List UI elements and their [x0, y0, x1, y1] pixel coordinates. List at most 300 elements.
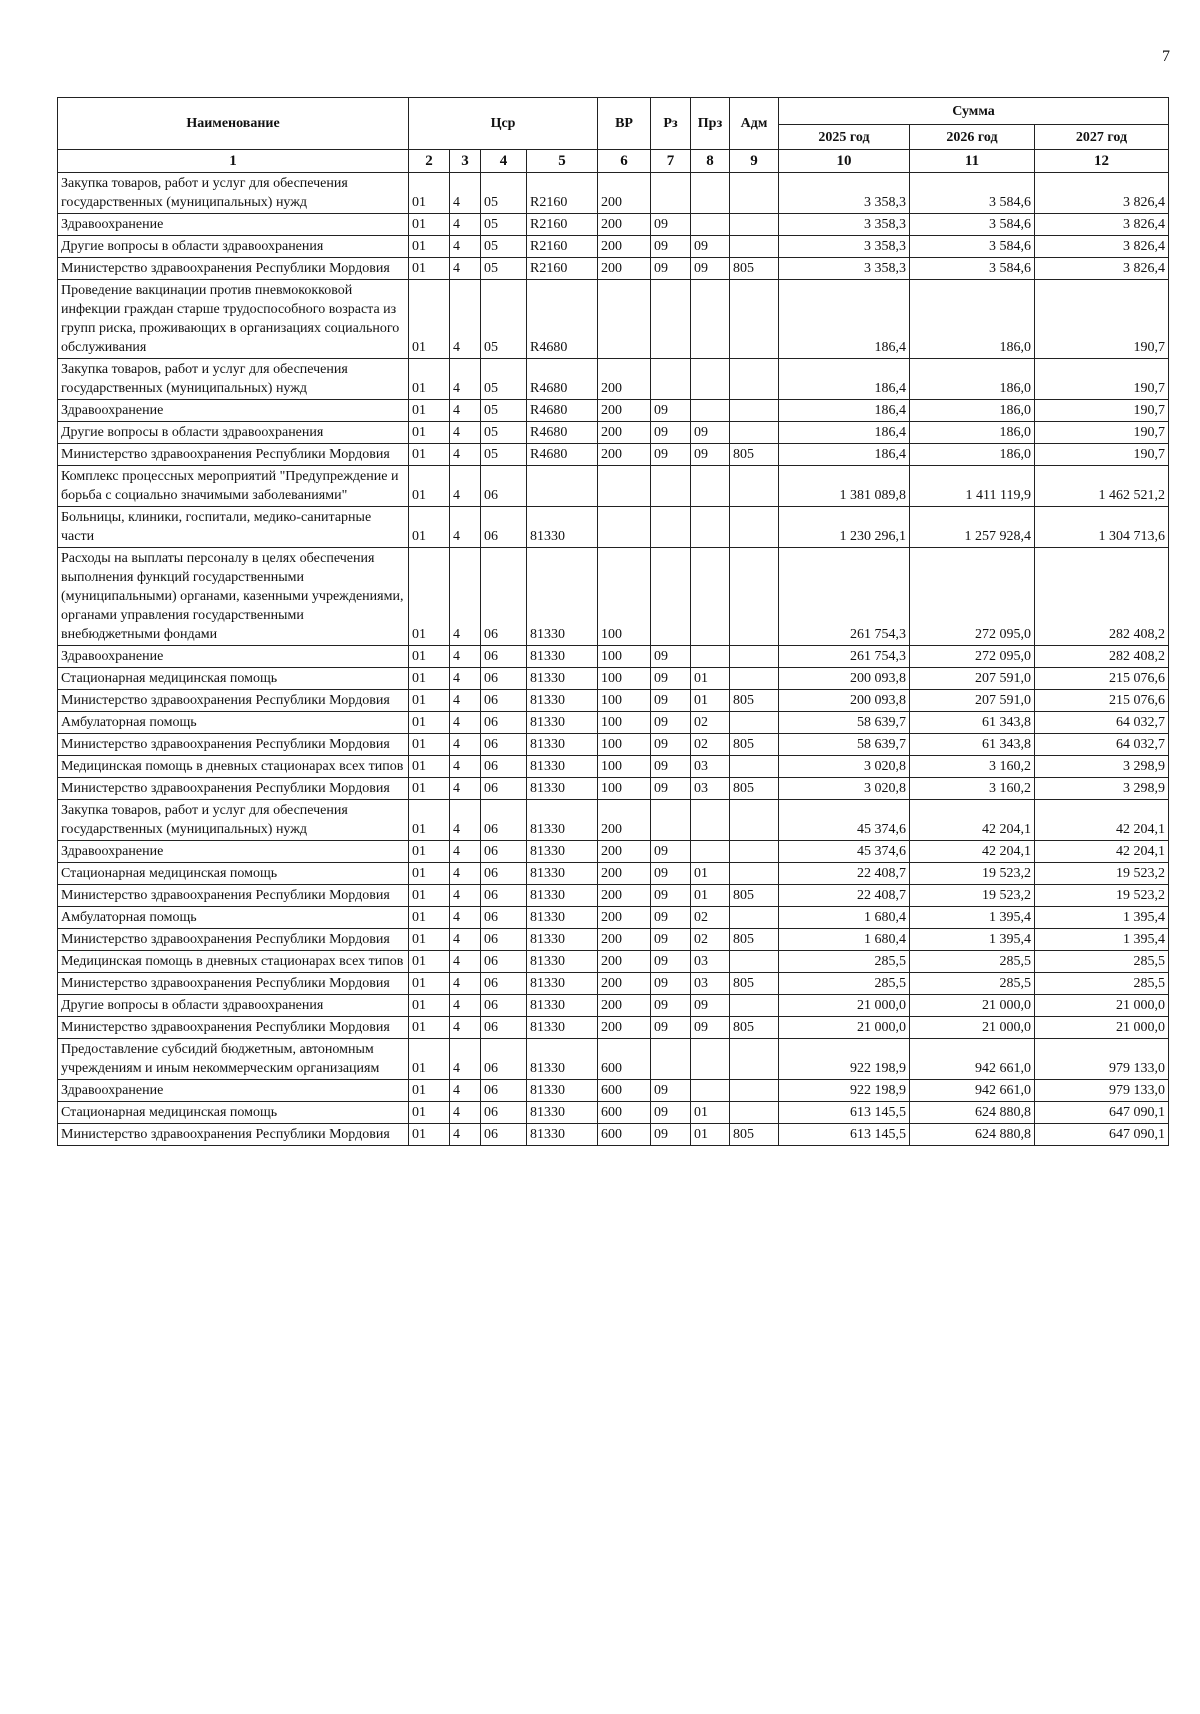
- code-col3: 4: [450, 1124, 481, 1146]
- column-number: 11: [910, 150, 1035, 173]
- amount-2026: 3 584,6: [910, 258, 1035, 280]
- row-name: Другие вопросы в области здравоохранения: [58, 236, 409, 258]
- amount-2027: 21 000,0: [1035, 1017, 1169, 1039]
- amount-2025: 285,5: [779, 973, 910, 995]
- prz-code: 01: [691, 863, 730, 885]
- code-col4: 05: [481, 214, 527, 236]
- amount-2026: 942 661,0: [910, 1080, 1035, 1102]
- amount-2027: 190,7: [1035, 359, 1169, 400]
- amount-2025: 261 754,3: [779, 548, 910, 646]
- table-row: [58, 422, 1169, 444]
- code-col4: 06: [481, 668, 527, 690]
- code-col5: 81330: [527, 973, 598, 995]
- vr-code: 200: [598, 214, 651, 236]
- table-row: [58, 400, 1169, 422]
- amount-2026: 3 160,2: [910, 756, 1035, 778]
- prz-code: [691, 466, 730, 507]
- table-row: [58, 973, 1169, 995]
- table-row: [58, 1039, 1169, 1080]
- amount-2025: 1 230 296,1: [779, 507, 910, 548]
- adm-code: [730, 668, 779, 690]
- code-col5: 81330: [527, 1017, 598, 1039]
- vr-code: 200: [598, 885, 651, 907]
- code-col2: 01: [409, 885, 450, 907]
- table-row: [58, 800, 1169, 841]
- vr-code: 200: [598, 995, 651, 1017]
- row-name: Министерство здравоохранения Республики Мордовия: [58, 929, 409, 951]
- code-col3: 4: [450, 173, 481, 214]
- rz-code: 09: [651, 258, 691, 280]
- adm-code: [730, 863, 779, 885]
- code-col2: 01: [409, 1080, 450, 1102]
- amount-2026: 61 343,8: [910, 734, 1035, 756]
- prz-code: 02: [691, 734, 730, 756]
- code-col2: 01: [409, 400, 450, 422]
- prz-code: 03: [691, 973, 730, 995]
- adm-code: [730, 646, 779, 668]
- header-adm: Адм: [730, 98, 779, 150]
- code-col2: 01: [409, 444, 450, 466]
- code-col2: 01: [409, 995, 450, 1017]
- rz-code: 09: [651, 756, 691, 778]
- prz-code: [691, 841, 730, 863]
- amount-2025: 186,4: [779, 359, 910, 400]
- amount-2027: 64 032,7: [1035, 734, 1169, 756]
- row-name: Министерство здравоохранения Республики Мордовия: [58, 885, 409, 907]
- prz-code: [691, 359, 730, 400]
- table-row: [58, 173, 1169, 214]
- code-col4: 05: [481, 173, 527, 214]
- header-vr: ВР: [598, 98, 651, 150]
- table-body: [58, 173, 1169, 1146]
- table-row: [58, 646, 1169, 668]
- row-name: Стационарная медицинская помощь: [58, 668, 409, 690]
- amount-2026: 272 095,0: [910, 548, 1035, 646]
- adm-code: [730, 841, 779, 863]
- adm-code: 805: [730, 1017, 779, 1039]
- amount-2026: 624 880,8: [910, 1124, 1035, 1146]
- code-col5: 81330: [527, 929, 598, 951]
- column-number: 12: [1035, 150, 1169, 173]
- row-name: Здравоохранение: [58, 841, 409, 863]
- code-col4: 06: [481, 885, 527, 907]
- code-col4: 06: [481, 800, 527, 841]
- prz-code: 01: [691, 885, 730, 907]
- code-col3: 4: [450, 280, 481, 359]
- amount-2025: 200 093,8: [779, 690, 910, 712]
- code-col4: 05: [481, 422, 527, 444]
- code-col4: 06: [481, 1124, 527, 1146]
- rz-code: 09: [651, 712, 691, 734]
- code-col5: R2160: [527, 236, 598, 258]
- adm-code: 805: [730, 734, 779, 756]
- amount-2025: 3 358,3: [779, 258, 910, 280]
- prz-code: [691, 1080, 730, 1102]
- code-col5: 81330: [527, 1080, 598, 1102]
- code-col5: R4680: [527, 400, 598, 422]
- code-col3: 4: [450, 734, 481, 756]
- rz-code: [651, 466, 691, 507]
- adm-code: [730, 548, 779, 646]
- code-col5: 81330: [527, 690, 598, 712]
- vr-code: 200: [598, 800, 651, 841]
- amount-2025: 22 408,7: [779, 863, 910, 885]
- adm-code: [730, 800, 779, 841]
- code-col3: 4: [450, 863, 481, 885]
- row-name: Комплекс процессных мероприятий "Предупреждение и борьба с социально значимыми заболеваниями": [58, 466, 409, 507]
- code-col2: 01: [409, 929, 450, 951]
- amount-2025: 186,4: [779, 280, 910, 359]
- table-row: [58, 885, 1169, 907]
- amount-2027: 64 032,7: [1035, 712, 1169, 734]
- table-row: [58, 1080, 1169, 1102]
- row-name: Министерство здравоохранения Республики Мордовия: [58, 690, 409, 712]
- rz-code: 09: [651, 929, 691, 951]
- table-row: [58, 236, 1169, 258]
- amount-2027: 647 090,1: [1035, 1102, 1169, 1124]
- amount-2026: 61 343,8: [910, 712, 1035, 734]
- prz-code: 09: [691, 1017, 730, 1039]
- vr-code: 600: [598, 1102, 651, 1124]
- amount-2026: 3 584,6: [910, 173, 1035, 214]
- amount-2025: 285,5: [779, 951, 910, 973]
- amount-2025: 21 000,0: [779, 995, 910, 1017]
- column-number: 5: [527, 150, 598, 173]
- adm-code: [730, 422, 779, 444]
- code-col4: 06: [481, 973, 527, 995]
- rz-code: [651, 800, 691, 841]
- code-col3: 4: [450, 778, 481, 800]
- rz-code: 09: [651, 863, 691, 885]
- column-number: 1: [58, 150, 409, 173]
- amount-2027: 3 826,4: [1035, 258, 1169, 280]
- prz-code: [691, 280, 730, 359]
- code-col5: 81330: [527, 863, 598, 885]
- code-col5: 81330: [527, 800, 598, 841]
- code-col2: 01: [409, 841, 450, 863]
- row-name: Амбулаторная помощь: [58, 712, 409, 734]
- rz-code: 09: [651, 734, 691, 756]
- rz-code: 09: [651, 1124, 691, 1146]
- header-rz: Рз: [651, 98, 691, 150]
- code-col2: 01: [409, 280, 450, 359]
- prz-code: 02: [691, 712, 730, 734]
- adm-code: [730, 712, 779, 734]
- amount-2027: 19 523,2: [1035, 885, 1169, 907]
- amount-2027: 979 133,0: [1035, 1080, 1169, 1102]
- code-col2: 01: [409, 1017, 450, 1039]
- code-col4: 05: [481, 400, 527, 422]
- code-col3: 4: [450, 1017, 481, 1039]
- vr-code: 100: [598, 778, 651, 800]
- prz-code: [691, 507, 730, 548]
- amount-2027: 190,7: [1035, 400, 1169, 422]
- prz-code: 03: [691, 778, 730, 800]
- amount-2026: 3 160,2: [910, 778, 1035, 800]
- amount-2025: 261 754,3: [779, 646, 910, 668]
- table-row: [58, 951, 1169, 973]
- code-col5: 81330: [527, 907, 598, 929]
- row-name: Министерство здравоохранения Республики Мордовия: [58, 1017, 409, 1039]
- adm-code: [730, 756, 779, 778]
- vr-code: 200: [598, 951, 651, 973]
- rz-code: 09: [651, 236, 691, 258]
- row-name: Здравоохранение: [58, 214, 409, 236]
- code-col2: 01: [409, 778, 450, 800]
- code-col5: 81330: [527, 668, 598, 690]
- code-col2: 01: [409, 548, 450, 646]
- amount-2027: 3 826,4: [1035, 236, 1169, 258]
- table-row: [58, 258, 1169, 280]
- code-col2: 01: [409, 173, 450, 214]
- code-col3: 4: [450, 712, 481, 734]
- code-col3: 4: [450, 400, 481, 422]
- amount-2026: 207 591,0: [910, 668, 1035, 690]
- vr-code: 100: [598, 690, 651, 712]
- amount-2027: 21 000,0: [1035, 995, 1169, 1017]
- amount-2025: 922 198,9: [779, 1039, 910, 1080]
- row-name: Закупка товаров, работ и услуг для обеспечения государственных (муниципальных) нужд: [58, 173, 409, 214]
- code-col3: 4: [450, 236, 481, 258]
- code-col5: R2160: [527, 173, 598, 214]
- code-col4: 06: [481, 548, 527, 646]
- code-col3: 4: [450, 756, 481, 778]
- adm-code: 805: [730, 690, 779, 712]
- rz-code: 09: [651, 444, 691, 466]
- code-col2: 01: [409, 863, 450, 885]
- code-col5: 81330: [527, 734, 598, 756]
- amount-2026: 624 880,8: [910, 1102, 1035, 1124]
- amount-2026: 1 411 119,9: [910, 466, 1035, 507]
- row-name: Расходы на выплаты персоналу в целях обеспечения выполнения функций государственными (муниципальными) органами, казенными учреждениями, органами управления государственными внебюджетными фондами: [58, 548, 409, 646]
- amount-2027: 190,7: [1035, 422, 1169, 444]
- amount-2026: 19 523,2: [910, 863, 1035, 885]
- code-col5: R4680: [527, 422, 598, 444]
- adm-code: [730, 951, 779, 973]
- code-col3: 4: [450, 359, 481, 400]
- amount-2026: 21 000,0: [910, 995, 1035, 1017]
- adm-code: 805: [730, 929, 779, 951]
- code-col5: 81330: [527, 885, 598, 907]
- amount-2025: 1 680,4: [779, 929, 910, 951]
- rz-code: 09: [651, 1080, 691, 1102]
- amount-2026: 19 523,2: [910, 885, 1035, 907]
- table-row: [58, 907, 1169, 929]
- code-col4: 06: [481, 951, 527, 973]
- amount-2025: 45 374,6: [779, 800, 910, 841]
- code-col3: 4: [450, 1102, 481, 1124]
- code-col3: 4: [450, 690, 481, 712]
- code-col2: 01: [409, 756, 450, 778]
- code-col4: 05: [481, 444, 527, 466]
- vr-code: 600: [598, 1080, 651, 1102]
- amount-2025: 3 020,8: [779, 756, 910, 778]
- amount-2027: 3 826,4: [1035, 214, 1169, 236]
- code-col3: 4: [450, 907, 481, 929]
- column-number: 9: [730, 150, 779, 173]
- table-row: [58, 863, 1169, 885]
- amount-2027: 1 395,4: [1035, 929, 1169, 951]
- code-col2: 01: [409, 734, 450, 756]
- adm-code: 805: [730, 778, 779, 800]
- column-number: 7: [651, 150, 691, 173]
- amount-2025: 3 358,3: [779, 214, 910, 236]
- prz-code: 01: [691, 1102, 730, 1124]
- code-col3: 4: [450, 1080, 481, 1102]
- amount-2027: 282 408,2: [1035, 646, 1169, 668]
- amount-2027: 647 090,1: [1035, 1124, 1169, 1146]
- code-col5: R4680: [527, 280, 598, 359]
- rz-code: 09: [651, 1017, 691, 1039]
- row-name: Здравоохранение: [58, 1080, 409, 1102]
- table-row: [58, 1017, 1169, 1039]
- vr-code: 200: [598, 400, 651, 422]
- rz-code: 09: [651, 690, 691, 712]
- adm-code: [730, 466, 779, 507]
- prz-code: 01: [691, 668, 730, 690]
- code-col2: 01: [409, 1102, 450, 1124]
- row-name: Другие вопросы в области здравоохранения: [58, 995, 409, 1017]
- adm-code: [730, 280, 779, 359]
- row-name: Министерство здравоохранения Республики Мордовия: [58, 778, 409, 800]
- rz-code: [651, 359, 691, 400]
- code-col4: 06: [481, 929, 527, 951]
- code-col4: 06: [481, 778, 527, 800]
- code-col4: 06: [481, 734, 527, 756]
- amount-2026: 285,5: [910, 951, 1035, 973]
- code-col2: 01: [409, 712, 450, 734]
- code-col3: 4: [450, 258, 481, 280]
- adm-code: [730, 359, 779, 400]
- code-col2: 01: [409, 214, 450, 236]
- header-2026: 2026 год: [910, 125, 1035, 150]
- code-col5: 81330: [527, 778, 598, 800]
- code-col4: 06: [481, 841, 527, 863]
- header-sum: Сумма: [779, 98, 1169, 125]
- prz-code: 01: [691, 1124, 730, 1146]
- code-col3: 4: [450, 507, 481, 548]
- code-col2: 01: [409, 466, 450, 507]
- amount-2026: 186,0: [910, 444, 1035, 466]
- code-col2: 01: [409, 800, 450, 841]
- prz-code: 09: [691, 995, 730, 1017]
- page-number: 7: [1162, 48, 1170, 65]
- adm-code: [730, 1102, 779, 1124]
- column-number: 3: [450, 150, 481, 173]
- code-col4: 06: [481, 1080, 527, 1102]
- code-col5: 81330: [527, 646, 598, 668]
- amount-2026: 186,0: [910, 400, 1035, 422]
- rz-code: 09: [651, 951, 691, 973]
- code-col3: 4: [450, 841, 481, 863]
- code-col4: 06: [481, 1102, 527, 1124]
- vr-code: 200: [598, 444, 651, 466]
- table-row: [58, 756, 1169, 778]
- rz-code: 09: [651, 778, 691, 800]
- code-col5: 81330: [527, 995, 598, 1017]
- rz-code: [651, 280, 691, 359]
- vr-code: 200: [598, 1017, 651, 1039]
- amount-2025: 613 145,5: [779, 1102, 910, 1124]
- amount-2027: 1 395,4: [1035, 907, 1169, 929]
- header-csr: Цср: [409, 98, 598, 150]
- code-col2: 01: [409, 1039, 450, 1080]
- code-col4: 06: [481, 466, 527, 507]
- code-col5: R2160: [527, 258, 598, 280]
- amount-2025: 613 145,5: [779, 1124, 910, 1146]
- row-name: Стационарная медицинская помощь: [58, 863, 409, 885]
- adm-code: [730, 1080, 779, 1102]
- rz-code: [651, 173, 691, 214]
- vr-code: 100: [598, 646, 651, 668]
- amount-2025: 22 408,7: [779, 885, 910, 907]
- table-row: [58, 359, 1169, 400]
- vr-code: 200: [598, 973, 651, 995]
- amount-2027: 282 408,2: [1035, 548, 1169, 646]
- table-row: [58, 668, 1169, 690]
- table-row: [58, 444, 1169, 466]
- prz-code: 01: [691, 690, 730, 712]
- header-prz: Прз: [691, 98, 730, 150]
- rz-code: 09: [651, 995, 691, 1017]
- prz-code: 03: [691, 951, 730, 973]
- code-col4: 05: [481, 258, 527, 280]
- table-row: [58, 995, 1169, 1017]
- amount-2025: 58 639,7: [779, 712, 910, 734]
- rz-code: [651, 1039, 691, 1080]
- amount-2025: 186,4: [779, 422, 910, 444]
- vr-code: [598, 280, 651, 359]
- code-col5: 81330: [527, 756, 598, 778]
- vr-code: 200: [598, 173, 651, 214]
- amount-2025: 1 381 089,8: [779, 466, 910, 507]
- code-col4: 06: [481, 1017, 527, 1039]
- row-name: Медицинская помощь в дневных стационарах всех типов: [58, 951, 409, 973]
- vr-code: 100: [598, 548, 651, 646]
- adm-code: [730, 214, 779, 236]
- vr-code: 200: [598, 422, 651, 444]
- amount-2025: 186,4: [779, 444, 910, 466]
- code-col2: 01: [409, 907, 450, 929]
- code-col4: 06: [481, 1039, 527, 1080]
- row-name: Министерство здравоохранения Республики Мордовия: [58, 1124, 409, 1146]
- amount-2026: 186,0: [910, 359, 1035, 400]
- prz-code: 09: [691, 236, 730, 258]
- amount-2027: 190,7: [1035, 444, 1169, 466]
- table-row: [58, 466, 1169, 507]
- code-col3: 4: [450, 646, 481, 668]
- vr-code: 200: [598, 236, 651, 258]
- amount-2026: 272 095,0: [910, 646, 1035, 668]
- amount-2026: 3 584,6: [910, 236, 1035, 258]
- row-name: Министерство здравоохранения Республики Мордовия: [58, 973, 409, 995]
- amount-2025: 3 358,3: [779, 173, 910, 214]
- code-col4: 06: [481, 507, 527, 548]
- code-col3: 4: [450, 800, 481, 841]
- rz-code: 09: [651, 214, 691, 236]
- code-col2: 01: [409, 646, 450, 668]
- amount-2026: 42 204,1: [910, 800, 1035, 841]
- budget-table: [57, 97, 1169, 1146]
- table-row: [58, 929, 1169, 951]
- amount-2025: 1 680,4: [779, 907, 910, 929]
- code-col3: 4: [450, 995, 481, 1017]
- code-col3: 4: [450, 214, 481, 236]
- prz-code: 09: [691, 422, 730, 444]
- column-number: 2: [409, 150, 450, 173]
- amount-2026: 285,5: [910, 973, 1035, 995]
- adm-code: 805: [730, 444, 779, 466]
